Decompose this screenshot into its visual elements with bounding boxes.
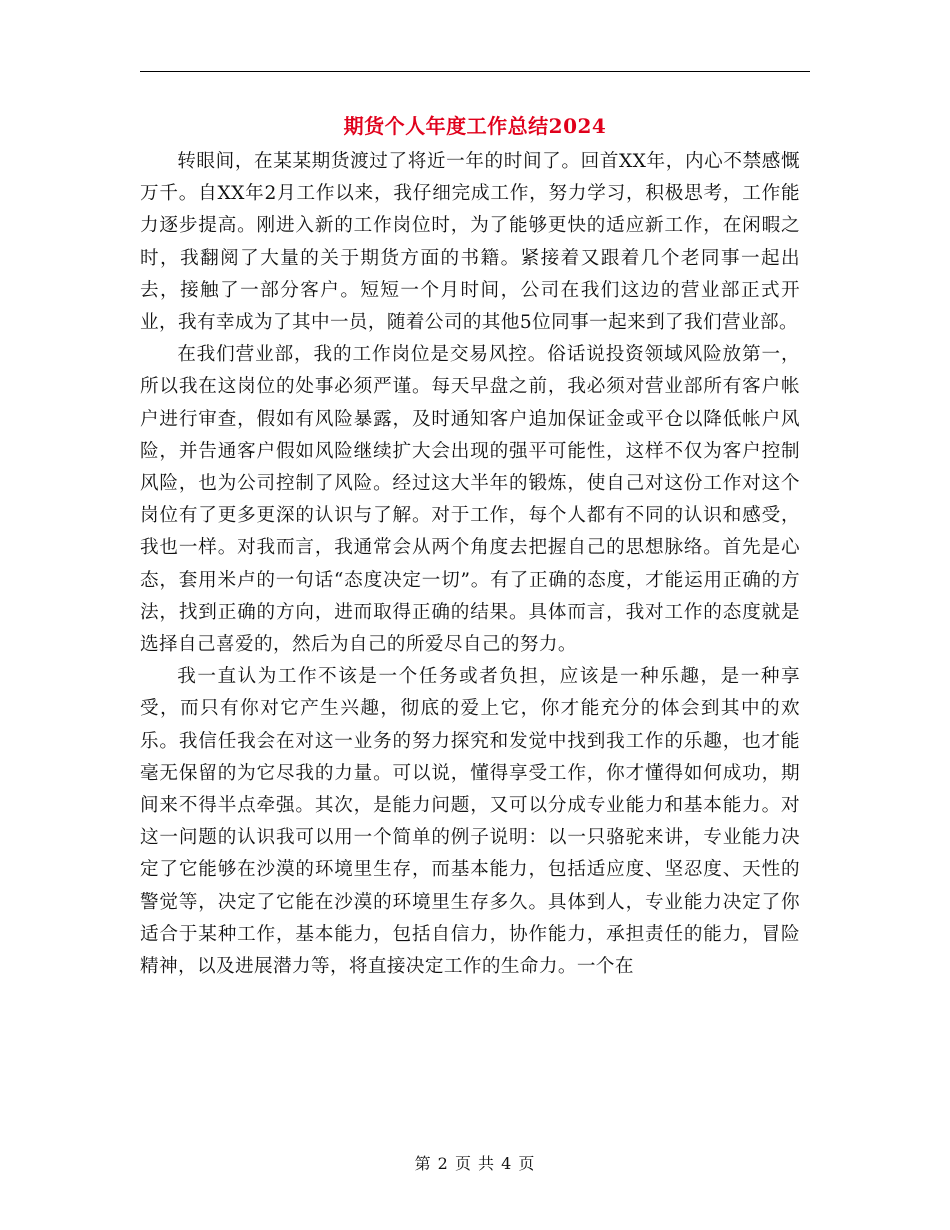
page-number-label: 第 2 页 共 4 页 <box>414 1154 536 1173</box>
paragraph-2: 在我们营业部，我的工作岗位是交易风控。俗话说投资领域风险放第一，所以我在这岗位的处事必须严谨。每天早盘之前，我必须对营业部所有客户帐户进行审查，假如有风险暴露，及时通知客户追加保证金或平仓以降低帐户风险，并告通客户假如风险继续扩大会出现的强平可能性，这样不仅为客户控制风险，也为公司控制了风险。经过这大半年的锻炼，使自己对这份工作对这个岗位有了更多更深的认识与了解。对于工作，每个人都有不同的认识和感受，我也一样。对我而言，我通常会从两个角度去把握自己的思想脉络。首先是心态，套用米卢的一句话“态度决定一切”。有了正确的态度，才能运用正确的方法，找到正确的方向，进而取得正确的结果。具体而言，我对工作的态度就是选择自己喜爱的，然后为自己的所爱尽自己的努力。 <box>140 344 800 656</box>
document-body <box>140 146 800 983</box>
page-footer <box>140 1153 810 1175</box>
header-rule <box>140 71 810 72</box>
paragraph-3: 我一直认为工作不该是一个任务或者负担，应该是一种乐趣，是一种享受，而只有你对它产生兴趣，彻底的爱上它，你才能充分的体会到其中的欢乐。我信任我会在对这一业务的努力探究和发觉中找到我工作的乐趣，也才能毫无保留的为它尽我的力量。可以说，懂得享受工作，你才懂得如何成功，期间来不得半点牵强。其次，是能力问题，又可以分成专业能力和基本能力。对这一问题的认识我可以用一个简单的例子说明：以一只骆驼来讲，专业能力决定了它能够在沙漠的环境里生存，而基本能力，包括适应度、坚忍度、天性的警觉等，决定了它能在沙漠的环境里生存多久。具体到人，专业能力决定了你适合于某种工作，基本能力，包括自信力，协作能力，承担责任的能力，冒险精神，以及进展潜力等，将直接决定工作的生命力。一个在 <box>140 666 800 978</box>
document-title: 期货个人年度工作总结2024 <box>343 114 607 138</box>
paragraph-1: 转眼间，在某某期货渡过了将近一年的时间了。回首XX年，内心不禁感慨万千。自XX年2月工作以来，我仔细完成工作，努力学习，积极思考，工作能力逐步提高。刚进入新的工作岗位时，为了能够更快的适应新工作，在闲暇之时，我翻阅了大量的关于期货方面的书籍。紧接着又跟着几个老同事一起出去，接触了一部分客户。短短一个月时间，公司在我们这边的营业部正式开业，我有幸成为了其中一员，随着公司的其他5位同事一起来到了我们营业部。 <box>140 151 800 334</box>
